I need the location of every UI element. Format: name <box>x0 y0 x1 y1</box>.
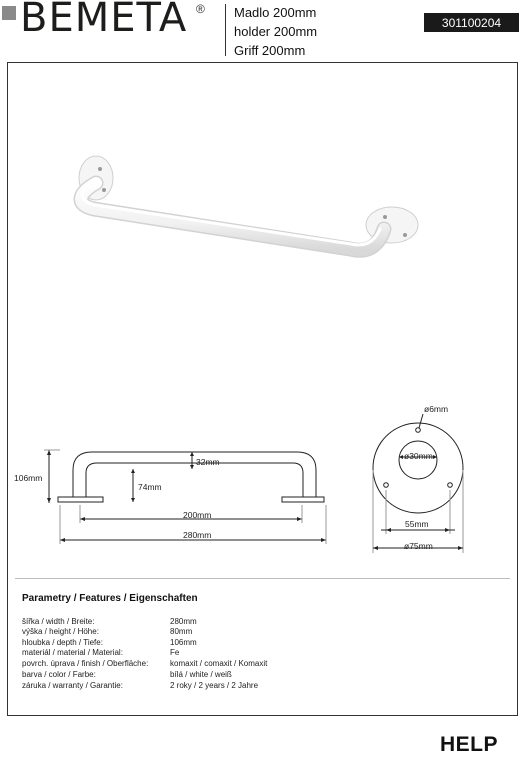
dim-depth-inner: 32mm <box>196 457 220 467</box>
dim-height-inner: 74mm <box>138 482 162 492</box>
registered-mark: ® <box>196 2 205 16</box>
dim-length: 280mm <box>183 530 212 540</box>
spec-value: 80mm <box>170 627 193 636</box>
spec-label: hloubka / depth / Tiefe: <box>22 638 103 647</box>
product-code: 301100204 <box>441 15 502 30</box>
spec-label: šířka / width / Breite: <box>22 617 95 626</box>
spec-value: Fe <box>170 648 180 657</box>
section-separator <box>15 578 510 579</box>
title-de: Griff 200mm <box>234 43 306 58</box>
dim-height-total: 106mm <box>14 473 43 483</box>
dim-spacing: 200mm <box>183 510 212 520</box>
title-en: holder 200mm <box>234 24 318 39</box>
spec-value: 106mm <box>170 638 197 647</box>
brand-logo: BEMETA <box>20 0 188 41</box>
dim-inner-dia: ø30mm <box>404 451 433 461</box>
spec-value: 2 roky / 2 years / 2 Jahre <box>170 681 259 690</box>
title-cz: Madlo 200mm <box>234 5 317 20</box>
spec-label: výška / height / Höhe: <box>22 627 99 636</box>
dim-hole-dia: ø6mm <box>424 404 449 414</box>
spec-label: barva / color / Farbe: <box>22 670 96 679</box>
dim-hole-spacing: 55mm <box>405 519 429 529</box>
collection-name: HELP <box>440 733 499 756</box>
spec-value: bílá / white / weiß <box>170 670 232 679</box>
dim-outer-dia: ø75mm <box>404 541 433 551</box>
features-title: Parametry / Features / Eigenschaften <box>22 593 198 604</box>
spec-label: materiál / material / Material: <box>22 648 123 657</box>
spec-value: 280mm <box>170 617 197 626</box>
spec-value: komaxit / comaxit / Komaxit <box>170 659 268 668</box>
spec-label: povrch. úprava / finish / Oberfläche: <box>22 659 149 668</box>
spec-label: záruka / warranty / Garantie: <box>22 681 123 690</box>
